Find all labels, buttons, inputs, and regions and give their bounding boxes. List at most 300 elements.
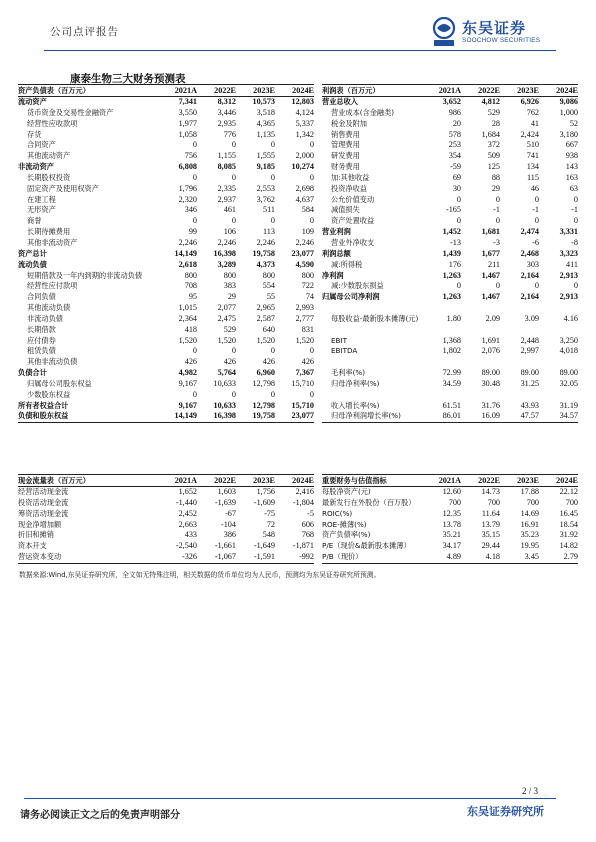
table-row — [322, 151, 578, 162]
cell-value: 46 — [530, 183, 539, 193]
cell-value — [422, 303, 461, 314]
cell-value: 708 — [184, 281, 197, 291]
cell-value: 1,681 — [481, 227, 500, 237]
cell-value: 2,997 — [520, 346, 539, 356]
cell-value: 2,663 — [178, 519, 197, 529]
cell-value: 0 — [309, 216, 314, 226]
cell-value: 1,677 — [481, 248, 500, 258]
cell-value: 1,691 — [481, 335, 500, 345]
brand-name-en: SOOCHOW SECURITIES — [462, 37, 541, 44]
cell-value — [461, 357, 500, 368]
cell-value: 640 — [262, 324, 275, 334]
cell-value: 3,250 — [559, 335, 578, 345]
cell-value: 2,587 — [256, 313, 275, 323]
table-row — [322, 498, 578, 509]
table-header-title: 资产负债表（百万元） — [18, 85, 158, 97]
cell-value: 1,603 — [217, 487, 236, 496]
cell-value: 411 — [566, 259, 578, 269]
row-label: 收入增长率(%) — [331, 400, 380, 410]
table-row — [18, 260, 314, 271]
row-label: 负债和股东权益 — [18, 411, 158, 422]
cell-value: 16.09 — [461, 411, 500, 422]
cell-value: 95 — [188, 292, 197, 302]
cell-value: -1,871 — [292, 541, 314, 551]
cell-value — [500, 303, 539, 314]
cell-value: 0 — [270, 140, 275, 150]
cell-value: 30 — [452, 183, 461, 193]
row-label: 归母净利率(%) — [331, 378, 380, 388]
cell-value: 776 — [223, 129, 236, 139]
row-label: 公允价值变动 — [331, 194, 375, 204]
row-label: P/E（现价&最新股本摊薄） — [322, 541, 411, 551]
table-row — [322, 411, 578, 422]
cell-value: 1,756 — [256, 487, 275, 496]
row-label: 流动资产 — [18, 97, 47, 106]
cell-value: 13.78 — [442, 519, 461, 529]
cell-value: 106 — [223, 227, 236, 237]
row-label: 每股收益-最新股本摊薄(元) — [331, 313, 419, 323]
table-row — [18, 195, 314, 206]
year-header: 2022E — [461, 475, 500, 487]
table-row — [18, 216, 314, 227]
row-label: 长期待摊费用 — [27, 227, 71, 237]
table-row — [18, 173, 314, 184]
cell-value: 134 — [526, 162, 539, 172]
cell-value: 69 — [452, 172, 461, 182]
cell-value: 6,808 — [178, 162, 197, 172]
table-row — [18, 238, 314, 249]
cell-value: 4,982 — [178, 368, 197, 378]
cell-value: 43.93 — [520, 400, 539, 410]
cell-value: 0 — [495, 194, 500, 204]
cell-value: 14.69 — [520, 508, 539, 518]
cell-value: 163 — [565, 172, 578, 182]
cell-value: 2,698 — [295, 183, 314, 193]
cell-value: 2,913 — [559, 270, 578, 280]
year-header: 2024E — [275, 85, 314, 97]
table-row — [18, 119, 314, 130]
cell-value: 23,077 — [291, 248, 314, 258]
cell-value: 19,758 — [252, 248, 275, 258]
year-header: 2022E — [197, 475, 236, 487]
cell-value: -75 — [264, 508, 275, 518]
cell-value — [461, 325, 500, 336]
row-label: 流动负债 — [18, 259, 47, 269]
table-row — [18, 249, 314, 260]
cell-value: 17.88 — [520, 487, 539, 496]
cell-value — [422, 390, 461, 401]
balance-sheet-table — [18, 84, 314, 423]
brand-name-cn: 东吴证券 — [462, 19, 527, 37]
table-header-row — [322, 475, 578, 487]
year-header: 2021A — [422, 475, 461, 487]
table-row — [322, 303, 578, 314]
cell-value: 0 — [573, 281, 578, 291]
year-header: 2022E — [197, 85, 236, 97]
row-label: 税金及附加 — [331, 118, 367, 128]
cell-value: 34.17 — [442, 541, 461, 551]
cell-value: 0 — [534, 216, 539, 226]
year-header: 2023E — [500, 475, 539, 487]
cell-value: -1 — [532, 205, 539, 215]
table-row — [322, 260, 578, 271]
cell-value: 529 — [223, 324, 236, 334]
cell-value: 426 — [301, 357, 314, 367]
row-label: 归母净利润增长率(%) — [322, 411, 422, 422]
cell-value: 548 — [262, 530, 275, 540]
cell-value: 35.15 — [481, 530, 500, 540]
table-row — [18, 509, 314, 520]
cell-value: 0 — [231, 346, 236, 356]
cell-value: 0 — [231, 216, 236, 226]
cell-value: 6,926 — [520, 97, 539, 106]
cell-value: 20 — [452, 118, 461, 128]
cell-value: 14.73 — [481, 487, 500, 496]
cell-value: 1,467 — [481, 270, 500, 280]
cell-value: 2,777 — [295, 313, 314, 323]
cell-value: 418 — [184, 324, 197, 334]
cell-value: 31.19 — [559, 400, 578, 410]
cell-value: 2,164 — [520, 270, 539, 280]
cell-value: -67 — [225, 508, 236, 518]
cell-value: 0 — [231, 140, 236, 150]
income-statement-table — [322, 84, 578, 423]
table-row — [322, 520, 578, 531]
cell-value: -6 — [532, 237, 539, 247]
table-row — [18, 541, 314, 552]
cell-value: -1,591 — [236, 552, 275, 563]
cell-value — [500, 325, 539, 336]
cell-value: 0 — [270, 172, 275, 182]
table-row — [18, 281, 314, 292]
table-row — [322, 357, 578, 368]
table-row — [322, 130, 578, 141]
cell-value: 3,652 — [442, 97, 461, 106]
cell-value: 32.05 — [559, 378, 578, 388]
cell-value: 6,960 — [256, 368, 275, 378]
table-row — [322, 281, 578, 292]
footer-divider — [24, 798, 556, 799]
row-label: 利润总额 — [322, 248, 351, 258]
row-label: 营业外净收支 — [331, 237, 375, 247]
cell-value: -5 — [307, 508, 314, 518]
table-row — [322, 184, 578, 195]
cell-value: 426 — [262, 357, 275, 367]
table-row — [18, 184, 314, 195]
year-header: 2023E — [236, 475, 275, 487]
cell-value: 426 — [184, 357, 197, 367]
cell-value: -1,609 — [253, 497, 275, 507]
table-row — [18, 357, 314, 368]
table-row — [322, 205, 578, 216]
cell-value: -1,067 — [197, 552, 236, 563]
cell-value: 109 — [301, 227, 314, 237]
row-label: 其他流动资产 — [27, 151, 71, 161]
cell-value: 16,398 — [213, 248, 236, 258]
cell-value: 16.45 — [559, 508, 578, 518]
cell-value: 938 — [565, 151, 578, 161]
cell-value: 700 — [448, 497, 461, 507]
cell-value: 1,058 — [178, 129, 197, 139]
cell-value: 800 — [301, 270, 314, 280]
cell-value: 2.09 — [485, 313, 500, 323]
table-row — [18, 552, 314, 563]
soochow-logo-icon — [432, 17, 456, 47]
cell-value: 8,085 — [217, 162, 236, 172]
cell-value: 1,977 — [178, 118, 197, 128]
table-row — [18, 401, 314, 412]
cell-value: 700 — [487, 497, 500, 507]
cell-value: 1,520 — [217, 335, 236, 345]
cell-value: 2,452 — [178, 508, 197, 518]
cell-value: 1,520 — [256, 335, 275, 345]
cell-value: 800 — [184, 270, 197, 280]
cell-value: 0 — [573, 194, 578, 204]
cell-value: 606 — [301, 519, 314, 529]
cell-value: 2,618 — [178, 259, 197, 269]
row-label: 资产处置收益 — [331, 216, 375, 226]
cell-value: 29 — [491, 183, 500, 193]
cell-value — [422, 357, 461, 368]
cell-value: 1,452 — [442, 227, 461, 237]
table-row — [18, 162, 314, 173]
table-row — [322, 379, 578, 390]
table-row — [322, 271, 578, 282]
row-label: 所有者权益合计 — [18, 400, 69, 410]
cell-value — [539, 325, 578, 336]
cell-value: 762 — [526, 107, 539, 117]
cell-value: 0 — [495, 216, 500, 226]
cell-value: 4.16 — [563, 313, 578, 323]
cell-value: 35.23 — [520, 530, 539, 540]
cell-value: 16,398 — [197, 411, 236, 422]
cell-value: 55 — [266, 292, 275, 302]
table-row — [18, 498, 314, 509]
year-header: 2023E — [236, 85, 275, 97]
cell-value — [461, 303, 500, 314]
cell-value: -1,440 — [175, 497, 197, 507]
cell-value: 47.57 — [500, 411, 539, 422]
table-row — [322, 173, 578, 184]
cell-value: 1,135 — [256, 129, 275, 139]
cell-value: 3,550 — [178, 107, 197, 117]
cell-value: 3.09 — [524, 313, 539, 323]
cell-value: 88 — [491, 172, 500, 182]
cell-value: 176 — [448, 259, 461, 269]
data-source-note: 数据来源:Wind,东吴证券研究所，全文如无特殊注明，相关数据的货币单位均为人民币，预测均为东吴证券研究所预测。 — [19, 571, 381, 579]
row-label: 营业利润 — [322, 227, 351, 237]
year-header: 2021A — [158, 475, 197, 487]
cell-value: 19.95 — [520, 541, 539, 551]
cell-value: 0 — [573, 216, 578, 226]
row-label: 投资活动现金流 — [18, 497, 69, 507]
cell-value: 2,246 — [178, 237, 197, 247]
cell-value: 3,446 — [217, 107, 236, 117]
report-type-label: 公司点评报告 — [50, 26, 119, 38]
table-row — [18, 314, 314, 325]
cell-value: -59 — [450, 162, 461, 172]
cell-value: 346 — [184, 205, 197, 215]
row-label — [322, 325, 422, 336]
row-label: 营业总收入 — [322, 97, 358, 106]
cell-value: 1.80 — [446, 313, 461, 323]
cell-value: 14,149 — [174, 248, 197, 258]
row-label: 合同资产 — [27, 140, 56, 150]
cell-value: 18.54 — [559, 519, 578, 529]
cell-value: 19,758 — [236, 411, 275, 422]
table-row — [322, 390, 578, 401]
cell-value: 0 — [456, 194, 461, 204]
cell-value: -8 — [571, 237, 578, 247]
cell-value: 722 — [301, 281, 314, 291]
cell-value: 113 — [263, 227, 275, 237]
table-row — [322, 509, 578, 520]
cell-value: 1,000 — [559, 107, 578, 117]
institute-name: 东吴证券研究所 — [467, 805, 544, 818]
cell-value: 800 — [262, 270, 275, 280]
table-row — [18, 108, 314, 119]
row-label: 减值损失 — [331, 205, 360, 215]
cell-value: 0 — [495, 281, 500, 291]
cell-value: 303 — [526, 259, 539, 269]
cell-value: 10,633 — [213, 378, 236, 388]
cell-value: 509 — [487, 151, 500, 161]
cell-value: 0 — [456, 281, 461, 291]
cell-value: 461 — [223, 205, 236, 215]
cell-value: 2,164 — [520, 292, 539, 302]
table-row — [18, 336, 314, 347]
table-row — [322, 140, 578, 151]
cell-value: 0 — [270, 389, 275, 399]
cell-value: 99 — [188, 227, 197, 237]
cell-value: 14,149 — [158, 411, 197, 422]
cell-value: 29 — [227, 292, 236, 302]
cell-value: 4,018 — [559, 346, 578, 356]
table-row — [18, 346, 314, 357]
row-label: 少数股东权益 — [27, 389, 71, 399]
cell-value: 74 — [305, 292, 314, 302]
table-row — [18, 97, 314, 108]
table-row — [18, 325, 314, 336]
row-label: 经营性应收款项 — [27, 118, 78, 128]
cell-value: 667 — [565, 140, 578, 150]
cell-value: 2,364 — [178, 313, 197, 323]
cell-value: 2,474 — [520, 227, 539, 237]
cell-value: 5,764 — [217, 368, 236, 378]
cell-value: 800 — [223, 270, 236, 280]
cell-value: 211 — [488, 259, 500, 269]
table-header-row — [18, 85, 314, 97]
cell-value: 1,555 — [256, 151, 275, 161]
cell-value — [539, 303, 578, 314]
cell-value: 1,368 — [442, 335, 461, 345]
table-row — [18, 411, 314, 422]
cell-value: 23,077 — [275, 411, 314, 422]
cell-value: 4,637 — [295, 194, 314, 204]
table-row — [18, 130, 314, 141]
cell-value: 1,467 — [481, 292, 500, 302]
cell-value: 986 — [448, 107, 461, 117]
cell-value: 2,993 — [295, 303, 314, 313]
cash-flow-table — [18, 474, 314, 564]
cell-value: 15,710 — [291, 400, 314, 410]
cell-value: 0 — [192, 346, 197, 356]
table-row — [322, 336, 578, 347]
year-header: 2023E — [500, 85, 539, 97]
row-label: 投资净收益 — [331, 183, 367, 193]
cell-value: 63 — [569, 183, 578, 193]
cell-value: 2,553 — [256, 183, 275, 193]
cell-value: 0 — [192, 140, 197, 150]
cell-value: 3,762 — [256, 194, 275, 204]
cell-value: 8,312 — [217, 97, 236, 106]
cell-value: 1,652 — [178, 487, 197, 496]
table-header-title: 利润表（百万元） — [322, 85, 422, 97]
cell-value: 700 — [565, 497, 578, 507]
table-row — [18, 379, 314, 390]
cell-value: -2,540 — [175, 541, 197, 551]
cell-value: 426 — [223, 357, 236, 367]
cell-value: 3,518 — [256, 107, 275, 117]
row-label: 长期股权投资 — [27, 172, 71, 182]
cell-value: 9,086 — [559, 97, 578, 106]
table-row — [322, 314, 578, 325]
table-row — [322, 368, 578, 379]
cell-value: 700 — [526, 497, 539, 507]
cell-value: 510 — [526, 140, 539, 150]
cell-value: 72 — [266, 519, 275, 529]
row-label: 在建工程 — [27, 194, 56, 204]
cell-value: 2.79 — [539, 552, 578, 563]
row-label: 归属母公司股东权益 — [27, 378, 92, 388]
row-label: 财务费用 — [331, 162, 360, 172]
cell-value: -1 — [571, 205, 578, 215]
cell-value: 0 — [192, 172, 197, 182]
row-label: 经营性应付款项 — [27, 281, 78, 291]
cell-value — [539, 390, 578, 401]
cell-value: 2,320 — [178, 194, 197, 204]
cell-value: -1,639 — [214, 497, 236, 507]
row-label: 短期借款及一年内到期的非流动负债 — [27, 270, 143, 280]
row-label — [322, 357, 422, 368]
row-label: 应付债券 — [27, 335, 56, 345]
row-label: 归属母公司净利润 — [322, 292, 380, 302]
row-label: 资产总计 — [18, 248, 47, 258]
table-header-title: 现金流量表（百万元） — [18, 475, 158, 487]
row-label: ROE-摊薄(%) — [322, 519, 367, 529]
cell-value: 13.79 — [481, 519, 500, 529]
disclaimer-text: 请务必阅读正文之后的免责声明部分 — [20, 810, 180, 821]
cell-value: 2,000 — [295, 151, 314, 161]
cell-value: 0 — [309, 140, 314, 150]
cell-value: 89.00 — [481, 368, 500, 378]
cell-value — [422, 325, 461, 336]
cell-value: 2,937 — [217, 194, 236, 204]
table-row — [322, 249, 578, 260]
table-row — [322, 108, 578, 119]
table-header-title: 重要财务与估值指标 — [322, 475, 422, 487]
cell-value: 28 — [491, 118, 500, 128]
row-label: 经营活动现金流 — [18, 487, 69, 496]
table-row — [18, 227, 314, 238]
row-label: 净利润 — [322, 270, 344, 280]
cell-value: -104 — [220, 519, 236, 529]
cell-value: 2,935 — [217, 118, 236, 128]
table-row — [18, 368, 314, 379]
header-divider — [44, 50, 556, 51]
cell-value: 0 — [192, 389, 197, 399]
cell-value: 0 — [456, 216, 461, 226]
